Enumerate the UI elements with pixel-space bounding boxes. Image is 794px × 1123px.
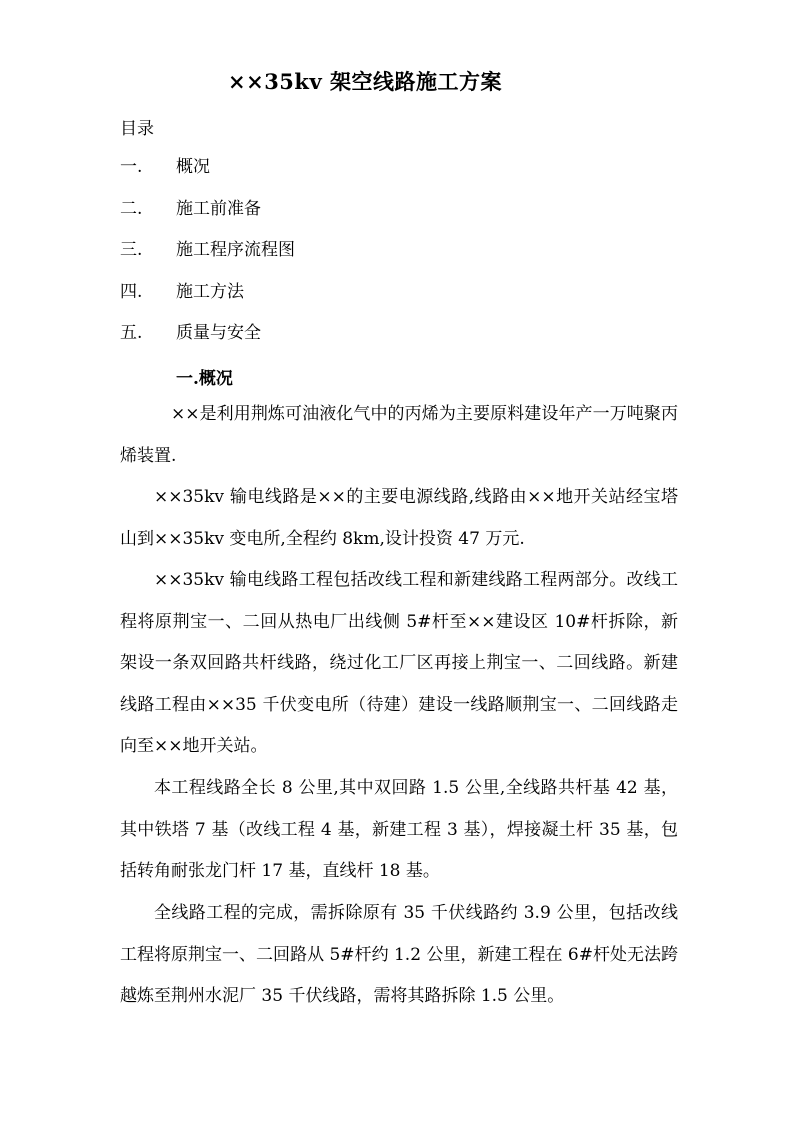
body-paragraph: 本工程线路全长 8 公里,其中双回路 1.5 公里,全线路共杆基 42 基，其中铁塔 7 基（改线工程 4 基，新建工程 3 基），焊接凝土杆 35 基，包括转角耐张龙门杆 17 基，直线杆 18 基。 xyxy=(120,778,678,881)
toc-item-label: 质量与安全 xyxy=(176,323,261,343)
body-paragraph: ××35kv 输电线路是××的主要电源线路,线路由××地开关站经宝塔山到××35kv 变电所,全程约 8km,设计投资 47 万元. xyxy=(120,487,678,549)
toc-item-label: 概况 xyxy=(176,157,210,177)
toc-item-number: 二. xyxy=(120,199,143,219)
section-heading: 一.概况 xyxy=(176,369,233,389)
toc-item xyxy=(120,197,261,221)
toc-item-number: 五. xyxy=(120,323,143,343)
toc-item-label: 施工程序流程图 xyxy=(176,240,295,260)
toc-item-number: 一. xyxy=(120,157,143,177)
toc-item-label: 施工方法 xyxy=(176,282,244,302)
toc-item xyxy=(120,238,295,262)
toc-item xyxy=(120,155,210,179)
toc-item-number: 三. xyxy=(120,240,143,260)
toc-item-label: 施工前准备 xyxy=(176,199,261,219)
document-title: ××35kv 架空线路施工方案 xyxy=(228,69,502,94)
toc-heading: 目录 xyxy=(120,119,154,139)
toc-item xyxy=(120,321,261,345)
body-paragraph: ××35kv 输电线路工程包括改线工程和新建线路工程两部分。改线工程将原荆宝一、二回从热电厂出线侧 5#杆至××建设区 10#杆拆除，新架设一条双回路共杆线路，绕过化工厂区再接上荆宝一、二回线路。新建线路工程由××35 千伏变电所（待建）建设一线路顺荆宝一、二回线路走向至××地开关站。 xyxy=(120,570,678,756)
body-paragraph: 全线路工程的完成，需拆除原有 35 千伏线路约 3.9 公里，包括改线工程将原荆宝一、二回路从 5#杆约 1.2 公里，新建工程在 6#杆处无法跨越炼至荆州水泥厂 35 千伏线路，需将其路拆除 1.5 公里。 xyxy=(120,903,678,1006)
toc-item-number: 四. xyxy=(120,282,143,302)
toc-item xyxy=(120,280,244,304)
body-paragraph: ××是利用荆炼可油液化气中的丙烯为主要原料建设年产一万吨聚丙烯装置. xyxy=(120,404,678,466)
